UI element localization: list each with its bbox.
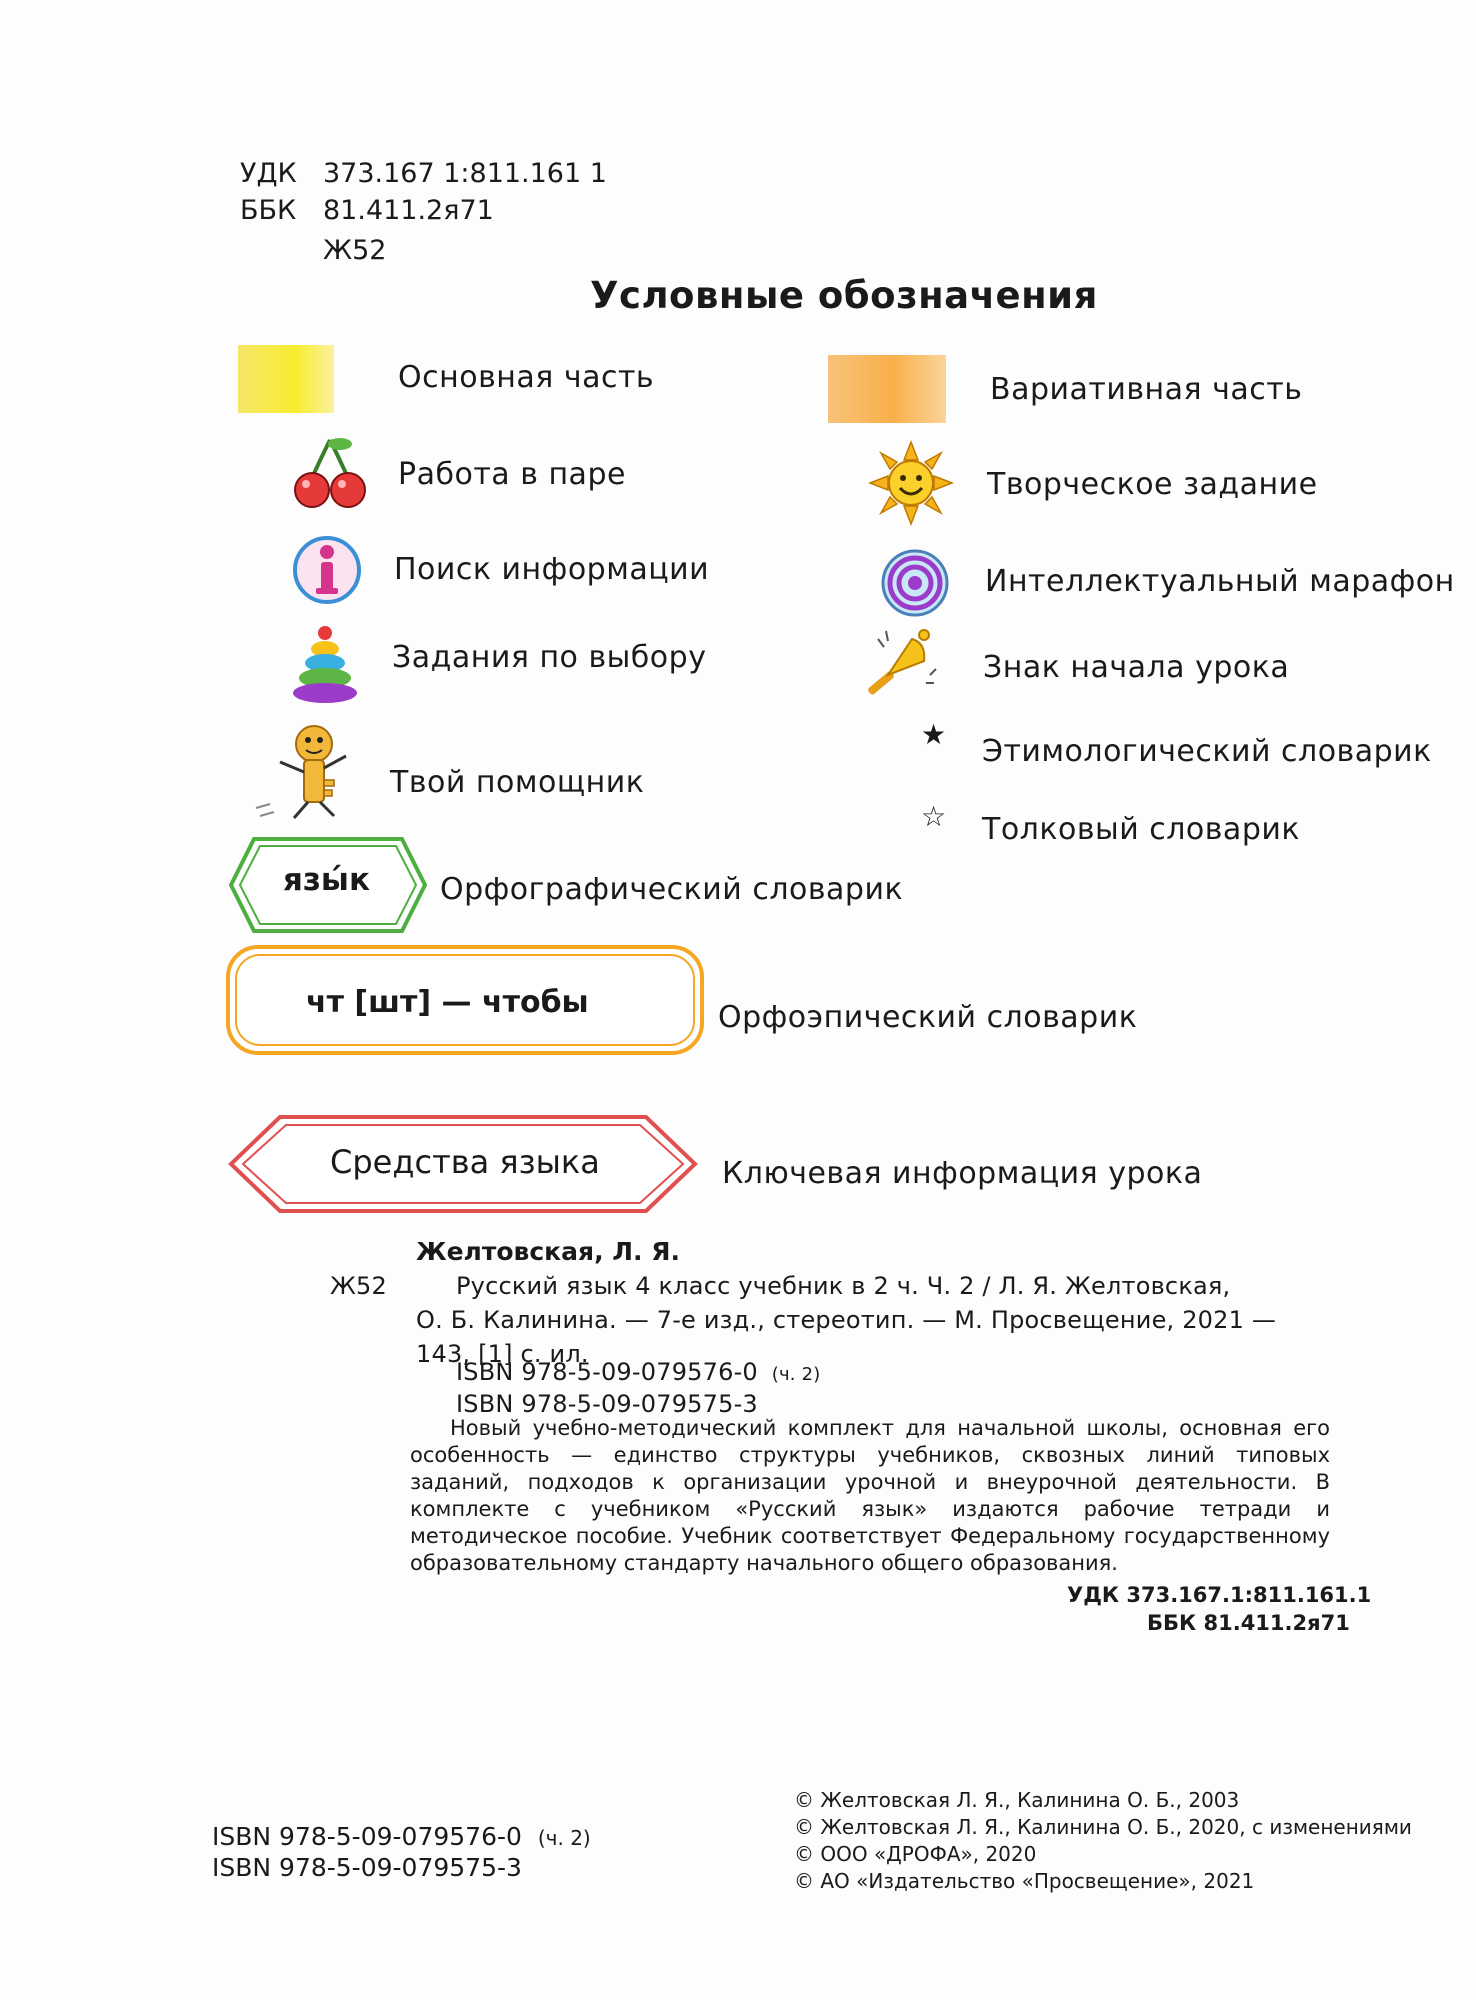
legend-label-explanatory-dictionary: Толковый словарик	[982, 812, 1300, 847]
udk-label: УДК	[240, 158, 297, 189]
legend-label-creative-task: Творческое задание	[987, 467, 1318, 502]
legend-label-key-info: Ключевая информация урока	[722, 1156, 1203, 1191]
bib-isbn-1-row	[456, 1358, 821, 1386]
orange-swatch	[828, 355, 946, 423]
cherries-icon	[290, 432, 370, 512]
bib-line-3: 143, [1] с. ил.	[416, 1340, 589, 1368]
bib-isbn-1: ISBN 978-5-09-079576-0	[456, 1358, 758, 1386]
legend-label-choice-tasks: Задания по выбору	[392, 640, 707, 675]
author-code: Ж52	[323, 235, 387, 266]
black-star-icon: ★	[921, 718, 947, 751]
legend-label-intellectual-marathon: Интеллектуальный марафон	[985, 564, 1455, 599]
legend-label-pair-work: Работа в паре	[398, 457, 626, 492]
copyright-line: © Желтовская Л. Я., Калинина О. Б., 2003	[794, 1788, 1240, 1812]
yellow-swatch	[238, 345, 334, 413]
udk-value: 373.167 1:811.161 1	[323, 158, 607, 189]
bib-isbn-1-note: (ч. 2)	[771, 1364, 821, 1385]
spelling-box-text: язы́к	[283, 862, 370, 898]
legend-label-etymological-dictionary: Этимологический словарик	[982, 734, 1432, 769]
copyright-line: © ООО «ДРОФА», 2020	[794, 1842, 1037, 1866]
bbk-label: ББК	[240, 195, 297, 226]
footer-isbn-1-note: (ч. 2)	[537, 1826, 591, 1850]
legend-label-helper: Твой помощник	[390, 765, 645, 800]
legend-label-variable-part: Вариативная часть	[990, 372, 1303, 407]
bib-udk-full: УДК 373.167.1:811.161.1	[1067, 1583, 1372, 1607]
bib-line-1: Русский язык 4 класс учебник в 2 ч. Ч. 2 / Л. Я. Желтовская,	[456, 1272, 1231, 1300]
bib-line-2: О. Б. Калинина. — 7-е изд., стереотип. — М. Просвещение, 2021 —	[416, 1306, 1277, 1334]
copyright-line: © АО «Издательство «Просвещение», 2021	[794, 1869, 1255, 1893]
bib-abstract-text: Новый учебно-методический комплект для начальной школы, основная его особенность — единство структуры учебников, сквозных линий типовых заданий, подходов к организации урочной и внеурочной деятельности. В комплекте с учебником «Русский язык» издаются рабочие тетради и методическое пособие. Учебник соответствует Федеральному государственному образовательному стандарту начального общего образования.	[410, 1416, 1330, 1575]
key-info-box-text: Средства языка	[330, 1143, 600, 1181]
spiral-icon	[880, 548, 950, 618]
copyright-line: © Желтовская Л. Я., Калинина О. Б., 2020, с изменениями	[794, 1815, 1412, 1839]
legend-label-lesson-start: Знак начала урока	[983, 650, 1290, 685]
footer-isbn-1: ISBN 978-5-09-079576-0	[212, 1822, 522, 1851]
orthoepic-box-text: чт [шт] — чтобы	[306, 985, 589, 1020]
bib-code: Ж52	[330, 1272, 387, 1300]
legend-title: Условные обозначения	[590, 274, 1098, 317]
info-icon	[292, 532, 362, 608]
legend-label-info-search: Поиск информации	[394, 552, 710, 587]
footer-isbn-1-row	[212, 1822, 591, 1851]
bbk-value: 81.411.2я71	[323, 195, 494, 226]
legend-label-orthoepic-dictionary: Орфоэпический словарик	[718, 1000, 1138, 1035]
bell-icon	[860, 625, 942, 715]
bib-author-heading: Желтовская, Л. Я.	[416, 1237, 680, 1266]
legend-label-spelling-dictionary: Орфографический словарик	[440, 872, 904, 907]
white-star-icon: ☆	[921, 800, 947, 833]
bib-abstract	[410, 1415, 1330, 1577]
footer-isbn-2: ISBN 978-5-09-079575-3	[212, 1853, 522, 1882]
legend-label-main-part: Основная часть	[398, 360, 655, 395]
bib-bbk-full: ББК 81.411.2я71	[1147, 1611, 1350, 1635]
sun-icon	[868, 440, 954, 526]
key-helper-icon	[250, 722, 360, 822]
bib-isbn-2: ISBN 978-5-09-079575-3	[456, 1390, 758, 1418]
pyramid-toy-icon	[290, 625, 360, 705]
